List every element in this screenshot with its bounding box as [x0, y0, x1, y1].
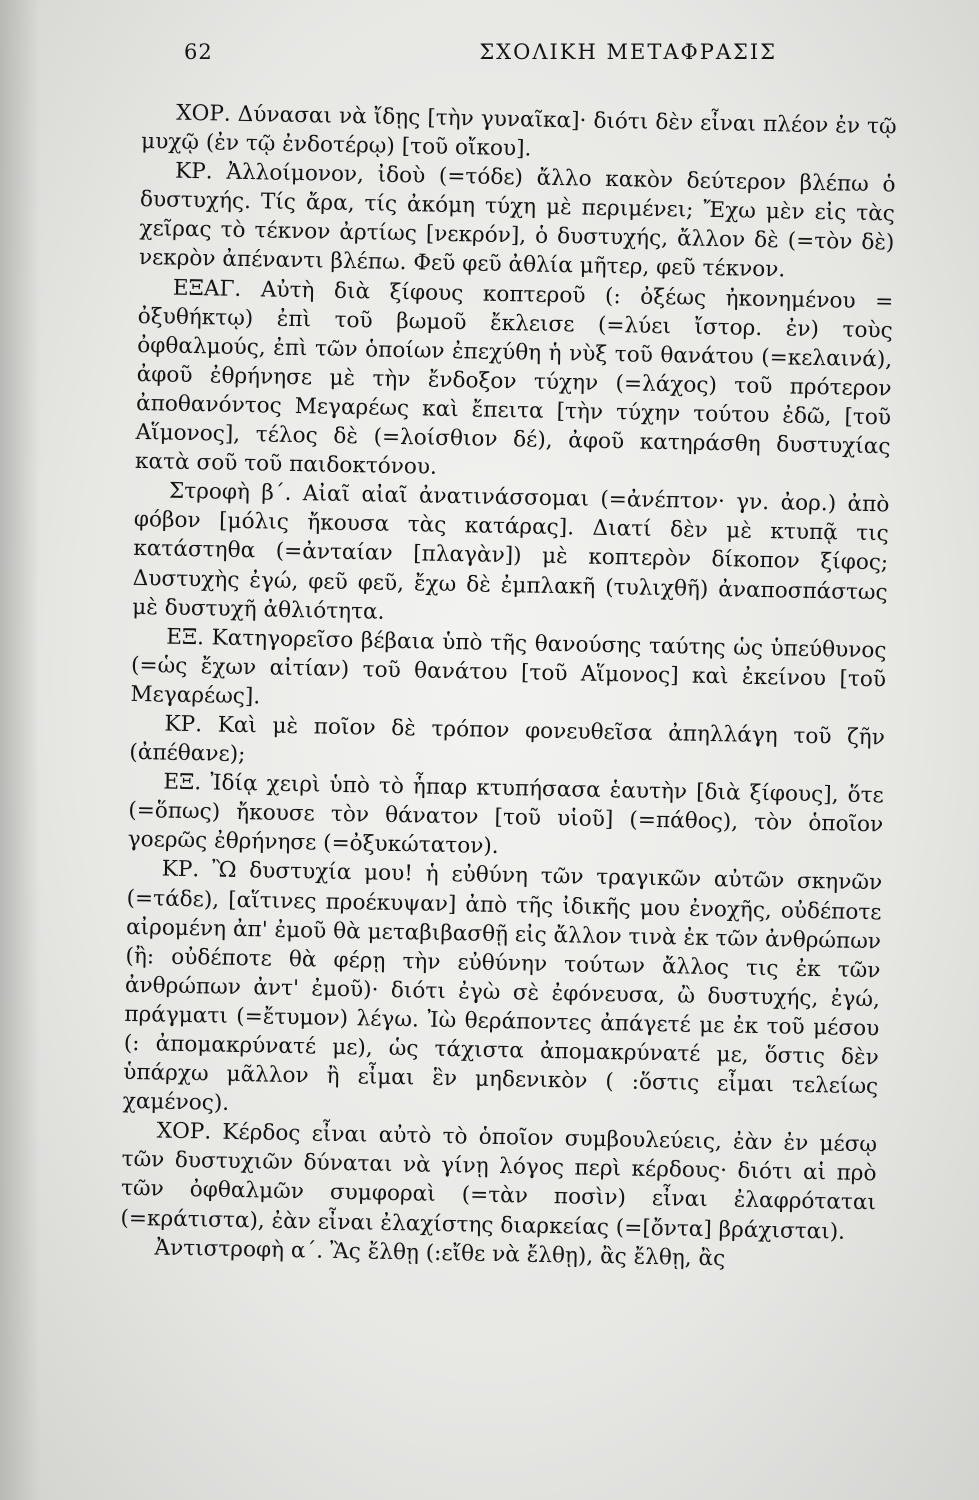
paragraph-antistrophe-a: Ἀντιστροφὴ α΄. Ἂς ἔλθῃ (:εἴθε νὰ ἔλθῃ), ἂς ἔλθῃ, ἂς	[154, 1235, 726, 1272]
paragraph-creon-2: ΚΡ. Καὶ μὲ ποῖον δὲ τρόπον φονευθεῖσα ἀπηλλάγη τοῦ ζῆν (ἀπέθανε);	[129, 711, 886, 768]
paragraph-creon-1: ΚΡ. Ἀλλοίμονον, ἰδοὺ (=τόδε) ἄλλο κακὸν δεύτερον βλέπω ὁ δυστυχής. Τίς ἄρα, τίς ἀκόμη τύχη μὲ περιμένει; Ἔχω μὲν εἰς τὰς χεῖρας τὸ τέκνον ἀρτίως [νεκρόν], ὁ δυστυχής, ἄλλον δὲ (=τὸν δὲ) νεκρὸν ἀπέναντι βλέπω. Φεῦ φεῦ ἀθλία μῆτερ, φεῦ τέκνον.	[138, 158, 896, 283]
paragraph-messenger-1: ΕΞΑΓ. Αὐτὴ διὰ ξίφους κοπτεροῦ (: ὀξέως ἠκονημένου = ὀξυθήκτῳ) ἐπὶ τοῦ βωμοῦ ἔκλεισε (=λύει ἴστορ. ἐν) τοὺς ὀφθαλμούς, ἐπὶ τῶν ὁποίων ἐπεχύθη ἡ νὺξ τοῦ θανάτου (=κελαινά), ἀφοῦ ἐθρήνησε μὲ τὴν ἔνδοξον τύχην (=λάχος) τοῦ πρότερον ἀποθανόντος Μεγαρέως καὶ ἔπειτα [τὴν τύχην τούτου ἐδῶ, [τοῦ Αἵμονος], τέλος δὲ (=λοίσθιον δέ), ἀφοῦ κατηράσθη δυστυχίας κατὰ σοῦ τοῦ παιδοκτόνου.	[134, 275, 894, 480]
paragraph-messenger-3: ΕΞ. Ἰδίᾳ χειρὶ ὑπὸ τὸ ἧπαρ κτυπήσασα ἑαυτὴν [διὰ ξίφους], ὅτε (=ὅπως) ἤκουσε τὸν θάνατον [τοῦ υἱοῦ] (=πάθος), τὸν ὁποῖον γοερῶς ἐθρήνησε (=ὀξυκώτατον).	[127, 769, 884, 860]
paragraph-messenger-2: ΕΞ. Κατηγορεῖσο βέβαια ὑπὸ τῆς θανούσης ταύτης ὡς ὑπεύθυνος (=ὡς ἔχων αἰτίαν) τοῦ θανάτου [τοῦ Αἵμονος] καὶ ἐκείνου [τοῦ Μεγαρέως].	[130, 624, 887, 710]
paragraph-chorus-2: ΧΟΡ. Κέρδος εἶναι αὐτὸ τὸ ὁποῖον συμβουλεύεις, ἐὰν ἐν μέσῳ τῶν δυστυχιῶν δύναται νὰ γίνῃ λόγος περὶ κέρδους· διότι αἱ πρὸ τῶν ὀφθαλμῶν συμφοραὶ (=τὰν ποσὶν) εἶναι ἐλαφρόταται (=κράτιστα), ἐὰν εἶναι ἐλαχίστης διαρκείας (=[ὄντα] βράχισται).	[120, 1118, 878, 1245]
page-body	[120, 98, 897, 1276]
paragraph-chorus-1: ΧΟΡ. Δύνασαι νὰ ἴδῃς [τὴν γυναῖκα]· διότι δὲν εἶναι πλέον ἐν τῷ μυχῷ (ἐν τῷ ἐνδοτέρῳ) [τοῦ οἴκου].	[140, 100, 897, 162]
page-header	[142, 40, 897, 64]
paragraph-creon-3: ΚΡ. Ὢ δυστυχία μου! ἡ εὐθύνη τῶν τραγικῶν αὐτῶν σκηνῶν (=τάδε), [αἵτινες προέκυψαν] ἀπὸ τῆς ἰδικῆς μου ἐνοχῆς, οὐδέποτε αἰρομένη ἀπ' ἐμοῦ θὰ μεταβιβασθῇ εἰς ἄλλον τινὰ ἐκ τῶν ἀνθρώπων (ἢ: οὐδέποτε θὰ φέρῃ τὴν εὐθύνην τούτων ἄλλος τις ἐκ τῶν ἀνθρώπων ἀντ' ἐμοῦ)· διότι ἐγὼ σὲ ἐφόνευσα, ὢ δυστυχής, ἐγώ, πράγματι (=ἔτυμον) λέγω. Ἰὼ θεράποντες ἀπάγετέ με ἐκ τοῦ μέσου (: ἀπομακρύνατέ με), ὡς τάχιστα ἀπομακρύνατέ με, ὅστις δὲν ὑπάρχω μᾶλλον ἢ εἶμαι ἓν μηδενικὸν ( :ὅστις εἶμαι τελείως χαμένος).	[122, 856, 883, 1117]
page-number: 62	[184, 40, 213, 64]
running-title: ΣΧΟΛΙΚΗ ΜΕΤΑΦΡΑΣΙΣ	[479, 40, 777, 64]
paragraph-strophe-b: Στροφὴ β΄. Αἰαῖ αἰαῖ ἀνατινάσσομαι (=ἀνέπτον· γν. ἀορ.) ἀπὸ φόβον [μόλις ἤκουσα τὰς κατάρας]. Διατί δὲν μὲ κτυπᾷ τις κατάστηθα (=ἀνταίαν [πλαγὰν]) μὲ κοπτερὸν δίκοπον ξίφος; Δυστυχὴς ἐγώ, φεῦ φεῦ, ἔχω δὲ ἐμπλακῆ (τυλιχθῆ) ἀναποσπάστως μὲ δυστυχῆ ἀθλιότητα.	[131, 478, 890, 625]
